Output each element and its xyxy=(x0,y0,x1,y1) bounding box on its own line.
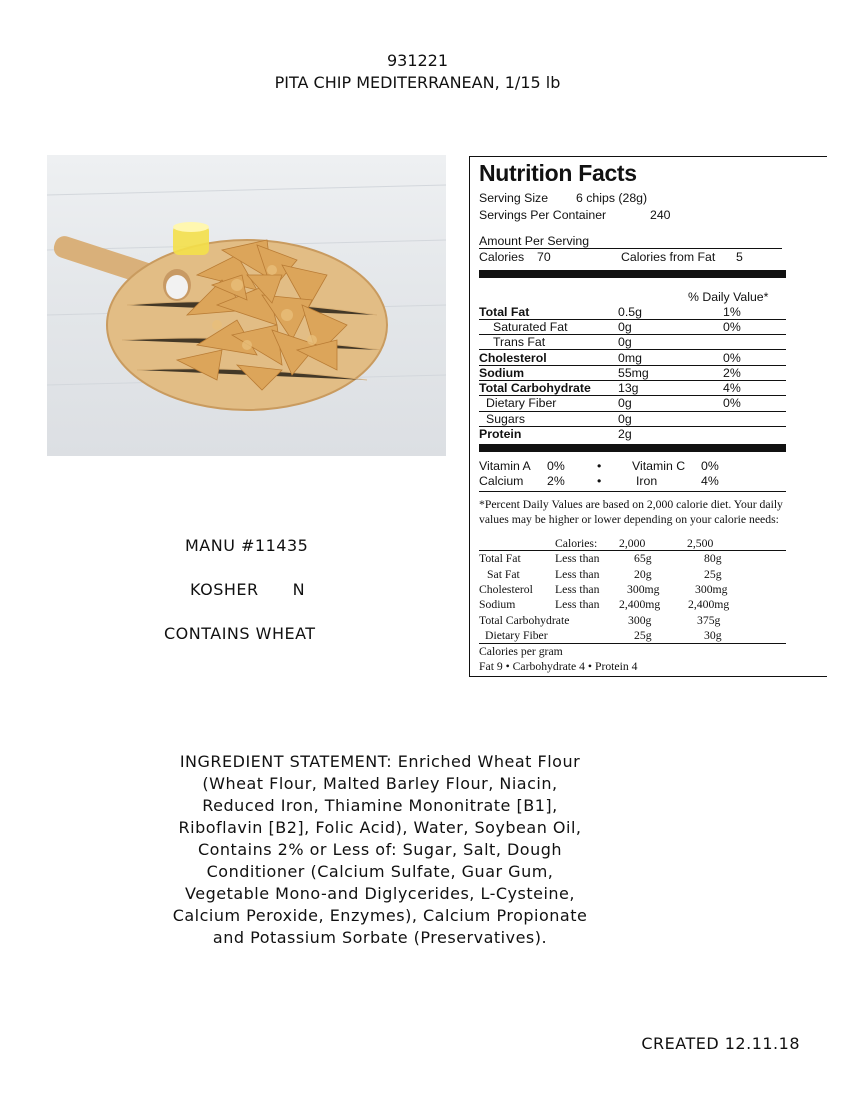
vitamin-name: Calcium xyxy=(479,474,524,488)
dv-table-2000: 300mg xyxy=(627,583,660,596)
nutrient-amount: 2g xyxy=(618,427,632,441)
nutrient-label: Cholesterol xyxy=(479,351,547,365)
product-photo xyxy=(47,155,446,456)
kosher-status xyxy=(190,580,390,599)
dv-header: % Daily Value* xyxy=(688,290,769,304)
nutrient-label: Total Fat xyxy=(479,305,530,319)
manufacturer-number: MANU #11435 xyxy=(185,536,309,555)
nutrient-label: Saturated Fat xyxy=(493,320,568,334)
kosher-value: N xyxy=(292,580,306,599)
dv-table-2000: 2,400mg xyxy=(619,598,661,611)
nutrient-amount: 0g xyxy=(618,335,632,349)
calories-value: 70 xyxy=(537,250,551,264)
dv-table-2000: 300g xyxy=(628,614,652,627)
dv-table-2500: 25g xyxy=(704,568,722,581)
nutrient-label: Trans Fat xyxy=(493,335,546,349)
dv-table-nutrient: Sat Fat xyxy=(487,568,520,581)
vitamin-name: Vitamin A xyxy=(479,459,531,473)
dv-table-nutrient: Sodium xyxy=(479,598,516,611)
nutrient-amount: 0mg xyxy=(618,351,642,365)
product-code: 931221 xyxy=(386,51,449,70)
dv-table-row xyxy=(479,613,786,629)
created-date: CREATED 12.11.18 xyxy=(641,1034,800,1053)
bullet: • xyxy=(597,459,602,473)
nutrient-row xyxy=(479,319,786,335)
nutrient-dv: 0% xyxy=(723,396,741,410)
nutrient-label: Sugars xyxy=(486,412,525,426)
kosher-label: KOSHER xyxy=(190,580,259,599)
dv-table-2500-header: 2,500 xyxy=(687,537,714,550)
dv-table-2500: 30g xyxy=(704,629,722,642)
footnote-text: values may be higher or lower depending on your calorie needs: xyxy=(479,513,779,526)
dv-table-2000: 65g xyxy=(634,552,652,565)
thick-divider xyxy=(479,444,786,452)
nutrient-row xyxy=(479,411,786,427)
dv-table-row xyxy=(479,597,786,613)
nutrient-row xyxy=(479,395,786,411)
nutrient-dv: 0% xyxy=(723,320,741,334)
dv-table-row xyxy=(479,582,786,598)
dv-table-row xyxy=(479,628,786,644)
nutrient-dv: 0% xyxy=(723,351,741,365)
dv-table-limit: Less than xyxy=(555,583,600,596)
dv-table-2500: 300mg xyxy=(695,583,728,596)
dv-table-limit: Less than xyxy=(555,552,600,565)
product-title: PITA CHIP MEDITERRANEAN, 1/15 lb xyxy=(274,73,561,92)
dv-table-2000: 20g xyxy=(634,568,652,581)
vitamin-value: 0% xyxy=(547,459,565,473)
dv-table-calories-header: Calories: xyxy=(555,537,598,550)
calories-from-fat-value: 5 xyxy=(736,250,743,264)
nutrient-row xyxy=(479,426,786,442)
vitamin-value: 0% xyxy=(701,459,719,473)
allergen-statement: CONTAINS WHEAT xyxy=(164,624,316,643)
dv-table-limit: Less than xyxy=(555,568,600,581)
vitamin-name: Vitamin C xyxy=(632,459,686,473)
dv-table-row xyxy=(479,567,786,583)
servings-label: Servings Per Container xyxy=(479,208,607,222)
serving-size-label: Serving Size xyxy=(479,191,549,205)
vitamins-row-2 xyxy=(479,473,786,489)
nutrient-amount: 0g xyxy=(618,396,632,410)
calories-from-fat-label: Calories from Fat xyxy=(621,250,716,264)
dv-table-row xyxy=(479,551,786,567)
nutrient-amount: 0g xyxy=(618,320,632,334)
nutrition-title: Nutrition Facts xyxy=(479,160,637,186)
ingredient-statement: INGREDIENT STATEMENT: Enriched Wheat Flour (Wheat Flour, Malted Barley Flour, Niacin, Reduced Iron, Thiamine Mononitrate [B1], Riboflavin [B2], Folic Acid), Water, Soybean Oil, Contains 2% or Less of: Sugar, Salt, Dough Conditioner (Calcium Sulfate, Guar Gum, Vegetable Mono-and Diglycerides, L-Cysteine, Calcium Peroxide, Enzymes), Calcium Propionate and Potassium Sorbate (Preservatives). xyxy=(172,752,588,947)
footnote-text: *Percent Daily Values are based on 2,000 calorie diet. Your daily xyxy=(479,498,783,511)
dv-table-2500: 375g xyxy=(697,614,721,627)
vitamin-name: Iron xyxy=(636,474,658,488)
servings-value: 240 xyxy=(650,208,671,222)
dv-table-nutrient: Cholesterol xyxy=(479,583,533,596)
nutrient-amount: 0.5g xyxy=(618,305,642,319)
nutrient-amount: 55mg xyxy=(618,366,649,380)
calories-per-gram-text: Fat 9 • Carbohydrate 4 • Protein 4 xyxy=(479,660,638,673)
nutrient-row xyxy=(479,334,786,350)
nutrient-row xyxy=(479,365,786,381)
vitamin-value: 2% xyxy=(547,474,565,488)
nutrient-row xyxy=(479,380,786,396)
nutrient-label: Sodium xyxy=(479,366,525,380)
nutrient-label: Total Carbohydrate xyxy=(479,381,591,395)
dv-table-2000: 25g xyxy=(634,629,652,642)
nutrient-label: Protein xyxy=(479,427,522,441)
nutrient-label: Dietary Fiber xyxy=(486,396,557,410)
divider xyxy=(479,491,786,492)
serving-size-value: 6 chips (28g) xyxy=(576,191,648,205)
vitamin-value: 4% xyxy=(701,474,719,488)
dv-table-2500: 80g xyxy=(704,552,722,565)
vitamins-row-1 xyxy=(479,458,786,474)
dv-table-nutrient: Total Carbohydrate xyxy=(479,614,570,627)
amount-per-serving-label: Amount Per Serving xyxy=(479,234,590,248)
nutrient-row xyxy=(479,304,786,320)
nutrient-dv: 2% xyxy=(723,366,741,380)
calories-label: Calories xyxy=(479,250,525,264)
dv-table-2000-header: 2,000 xyxy=(619,537,646,550)
dv-table-nutrient: Total Fat xyxy=(479,552,521,565)
dv-table-limit: Less than xyxy=(555,598,600,611)
bullet: • xyxy=(597,474,602,488)
nutrient-dv: 1% xyxy=(723,305,741,319)
thick-divider xyxy=(479,270,786,278)
dv-table-2500: 2,400mg xyxy=(688,598,730,611)
nutrient-amount: 0g xyxy=(618,412,632,426)
calories-per-gram-label: Calories per gram xyxy=(479,645,563,658)
nutrition-facts-panel xyxy=(469,156,827,677)
nutrient-row xyxy=(479,350,786,366)
nutrient-dv: 4% xyxy=(723,381,741,395)
nutrient-amount: 13g xyxy=(618,381,639,395)
dv-table-nutrient: Dietary Fiber xyxy=(485,629,548,642)
